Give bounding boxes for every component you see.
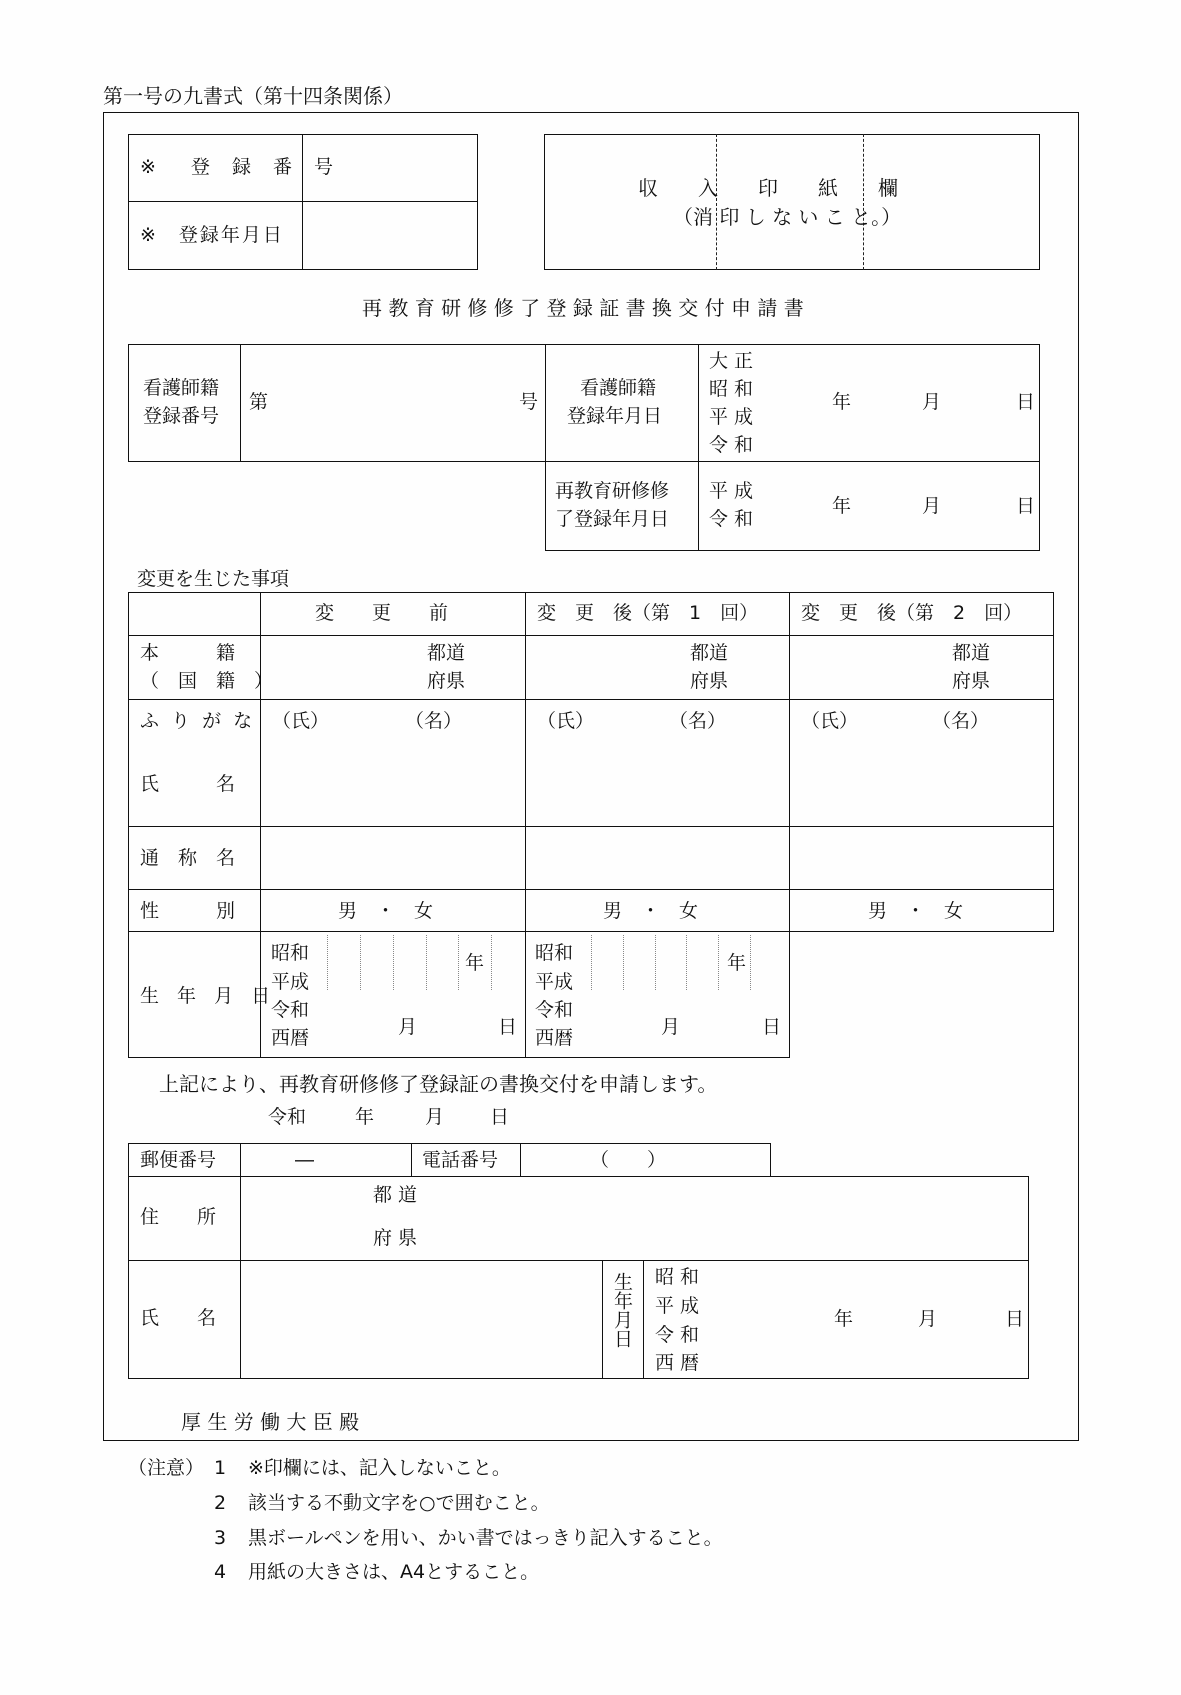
prefecture-label-1: 都道 — [952, 642, 991, 664]
nurse-reg-month-input[interactable] — [862, 346, 918, 460]
month-label: 月 — [922, 495, 942, 517]
honseki-label-1: 本 籍 — [140, 642, 236, 664]
registration-date-field[interactable] — [304, 203, 476, 268]
era-option[interactable]: 平成 — [271, 971, 310, 993]
form-number: 第一号の九書式（第十四条関係） — [103, 84, 403, 108]
sex-options-before[interactable]: 男 ・ 女 — [338, 900, 434, 922]
given-name-label: （名） — [405, 710, 463, 732]
nurse-reg-day-input[interactable] — [952, 346, 1012, 460]
day-label: 日 — [762, 1016, 782, 1038]
changes-section-label: 変更を生じた事項 — [137, 568, 290, 590]
year-label: 年 — [832, 391, 852, 413]
era-option[interactable]: 昭和 — [535, 942, 574, 964]
month-label: 月 — [661, 1016, 681, 1038]
era-option[interactable]: 平 成 — [655, 1295, 700, 1317]
address-prefecture-1: 都 道 — [373, 1184, 418, 1206]
application-month-input[interactable] — [382, 1104, 422, 1130]
year-label: 年 — [834, 1308, 854, 1330]
honseki-after1-input[interactable] — [527, 637, 687, 697]
era-option[interactable]: 昭 和 — [709, 378, 754, 400]
furigana-label: ふ り が な — [140, 710, 256, 732]
note-number: 4 — [214, 1561, 227, 1583]
completion-month-input[interactable] — [862, 463, 918, 549]
address-label: 住 所 — [140, 1206, 217, 1228]
document-title: 再 教 育 研 修 修 了 登 録 証 書 換 交 付 申 請 書 — [362, 296, 804, 320]
note-number: 3 — [214, 1527, 227, 1549]
note-number: 1 — [214, 1457, 227, 1479]
nurse-reg-number-input[interactable] — [272, 346, 512, 460]
era-option[interactable]: 令 和 — [655, 1324, 700, 1346]
completion-year-input[interactable] — [770, 463, 830, 549]
name-after1-input[interactable] — [527, 701, 788, 825]
sex-options-after1[interactable]: 男 ・ 女 — [603, 900, 699, 922]
prefecture-label-1: 都道 — [690, 642, 729, 664]
alias-label: 通 称 名 — [140, 847, 236, 869]
alias-before-input[interactable] — [262, 828, 524, 888]
sex-label: 性 別 — [140, 900, 236, 922]
nurse-reg-year-input[interactable] — [770, 346, 830, 460]
era-option[interactable]: 平 成 — [709, 406, 754, 428]
prefecture-label-2: 府県 — [690, 670, 729, 692]
month-label: 月 — [922, 391, 942, 413]
era-option[interactable]: 平 成 — [709, 480, 754, 502]
revenue-stamp-title: 収 入 印 紙 欄 — [638, 176, 898, 200]
alias-after2-input[interactable] — [791, 828, 1053, 888]
date-year: 年 — [355, 1106, 375, 1128]
year-label: 年 — [727, 952, 747, 974]
registration-number-field[interactable] — [304, 136, 476, 200]
year-label: 年 — [832, 495, 852, 517]
phone-parens: （ ） — [590, 1149, 667, 1171]
nurse-reg-number-label-1: 看護師籍 — [143, 377, 220, 399]
header-after-change-1: 変 更 後（第 1 回） — [537, 602, 759, 624]
date-month: 月 — [425, 1106, 445, 1128]
era-option[interactable]: 西暦 — [535, 1027, 574, 1049]
postal-code-label: 郵便番号 — [140, 1149, 217, 1171]
applicant-birth-month-input[interactable] — [860, 1262, 914, 1378]
revenue-stamp-note: （消 印 し な い こ と。） — [673, 205, 902, 229]
notes-label: （注意） — [128, 1457, 205, 1479]
applicant-birth-day-input[interactable] — [944, 1262, 1004, 1378]
sex-options-after2[interactable]: 男 ・ 女 — [868, 900, 964, 922]
note-number: 2 — [214, 1492, 227, 1514]
completion-date-label-2: 了登録年月日 — [555, 508, 670, 530]
year-label: 年 — [465, 952, 485, 974]
era-option[interactable]: 平成 — [535, 971, 574, 993]
applicant-birth-year-input[interactable] — [720, 1262, 830, 1378]
month-label: 月 — [918, 1308, 938, 1330]
surname-label: （氏） — [801, 710, 859, 732]
note-text: 該当する不動文字を○で囲むこと。 — [248, 1492, 550, 1514]
alias-after1-input[interactable] — [527, 828, 788, 888]
name-label: 氏 名 — [140, 773, 236, 795]
note-text: ※印欄には、記入しないこと。 — [248, 1457, 511, 1479]
completion-day-input[interactable] — [952, 463, 1012, 549]
surname-label: （氏） — [272, 710, 330, 732]
surname-label: （氏） — [537, 710, 595, 732]
era-option[interactable]: 大 正 — [709, 350, 754, 372]
prefecture-label-1: 都道 — [427, 642, 466, 664]
given-name-label: （名） — [669, 710, 727, 732]
era-option[interactable]: 昭 和 — [655, 1266, 700, 1288]
registration-date-label: ※ 登録年月日 — [140, 224, 284, 246]
application-day-input[interactable] — [450, 1104, 490, 1130]
application-year-input[interactable] — [312, 1104, 352, 1130]
nurse-reg-number-label-2: 登録番号 — [143, 405, 220, 427]
month-label: 月 — [398, 1016, 418, 1038]
prefecture-label-2: 府県 — [952, 670, 991, 692]
honseki-after2-input[interactable] — [791, 637, 951, 697]
honseki-label-2: （ 国 籍 ） — [140, 670, 274, 692]
registration-number-label: ※ 登 録 番 号 — [140, 156, 342, 178]
postal-code-input[interactable] — [242, 1145, 410, 1175]
declaration-text: 上記により、再教育研修修了登録証の書換交付を申請します。 — [159, 1072, 718, 1096]
address-input[interactable] — [242, 1178, 1027, 1259]
nurse-reg-date-label-1: 看護師籍 — [580, 377, 657, 399]
addressee: 厚 生 労 働 大 臣 殿 — [181, 1410, 360, 1434]
era-option[interactable]: 西 暦 — [655, 1352, 700, 1374]
era-option[interactable]: 西暦 — [271, 1027, 310, 1049]
applicant-birth-label: 生年月日 — [611, 1272, 633, 1348]
prefecture-label-2: 府県 — [427, 670, 466, 692]
revenue-stamp-box[interactable] — [544, 134, 1040, 270]
era-option[interactable]: 昭和 — [271, 942, 310, 964]
day-label: 日 — [1016, 391, 1036, 413]
completion-date-label-1: 再教育研修修 — [555, 480, 670, 502]
given-name-label: （名） — [932, 710, 990, 732]
birth-date-label: 生 年 月 日 — [140, 985, 277, 1007]
era-option[interactable]: 令和 — [271, 999, 310, 1021]
honseki-before-input[interactable] — [262, 637, 422, 697]
date-day: 日 — [490, 1106, 510, 1128]
era-option[interactable]: 令 和 — [709, 434, 754, 456]
address-prefecture-2: 府 県 — [373, 1227, 418, 1249]
note-text: 用紙の大きさは、A4とすること。 — [248, 1561, 540, 1583]
day-label: 日 — [1016, 495, 1036, 517]
birth-year-after1-input[interactable] — [592, 935, 718, 990]
day-label: 日 — [498, 1016, 518, 1038]
note-text: 黒ボールペンを用い、かい書ではっきり記入すること。 — [248, 1527, 723, 1549]
nurse-reg-date-label-2: 登録年月日 — [567, 405, 663, 427]
postal-separator: ― — [295, 1149, 314, 1171]
number-prefix: 第 — [249, 391, 269, 413]
name-after2-input[interactable] — [791, 701, 1053, 825]
header-after-change-2: 変 更 後（第 2 回） — [801, 602, 1023, 624]
applicant-name-input[interactable] — [242, 1262, 600, 1378]
birth-year-before-input[interactable] — [328, 935, 458, 990]
number-suffix: 号 — [519, 391, 539, 413]
day-label: 日 — [1005, 1308, 1025, 1330]
era-option[interactable]: 令和 — [535, 999, 574, 1021]
era-option[interactable]: 令 和 — [709, 508, 754, 530]
phone-label: 電話番号 — [422, 1149, 499, 1171]
applicant-name-label: 氏 名 — [140, 1307, 217, 1329]
name-before-input[interactable] — [262, 701, 524, 825]
header-before-change: 変 更 前 — [315, 602, 449, 624]
date-era: 令和 — [268, 1106, 307, 1128]
